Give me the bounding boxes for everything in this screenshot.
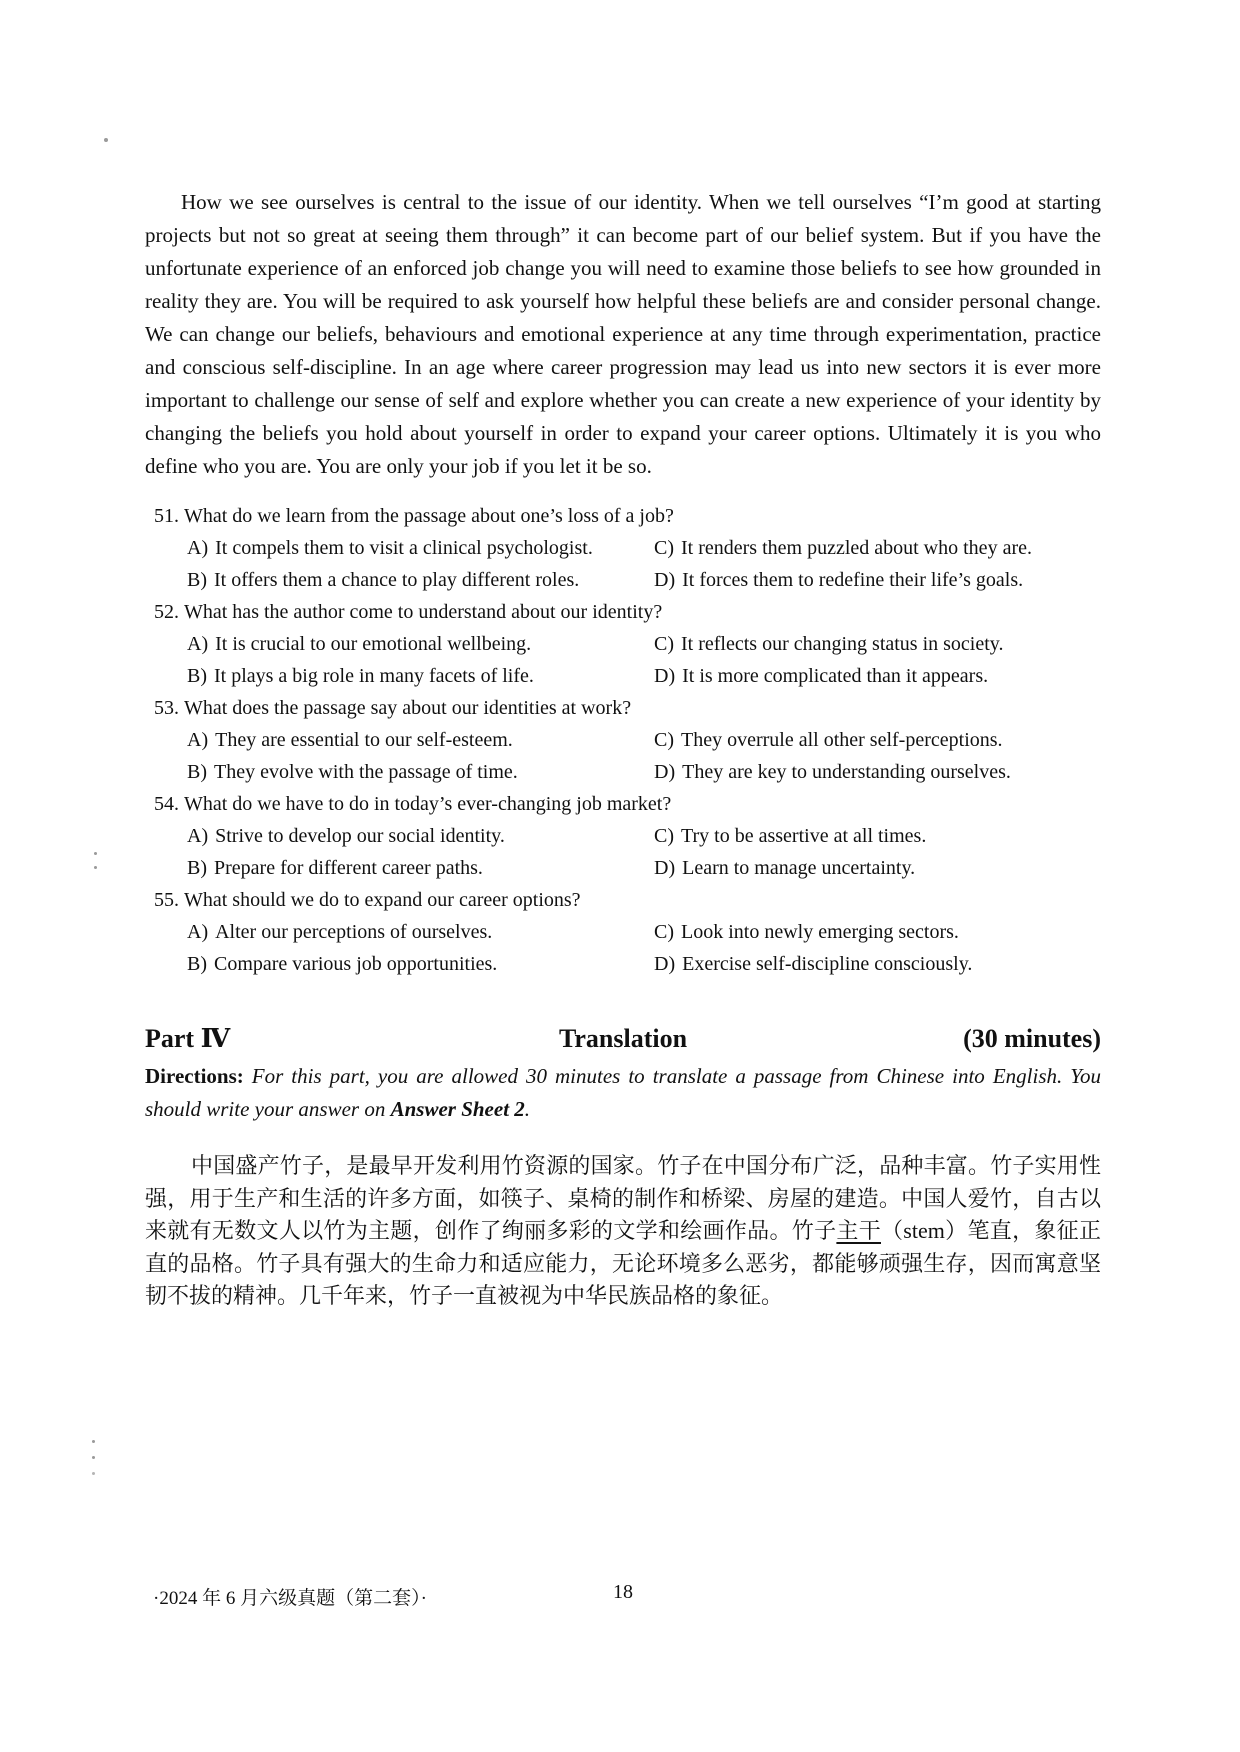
option-label: B) bbox=[187, 857, 207, 879]
page-footer bbox=[145, 1583, 1101, 1613]
option-label: A) bbox=[187, 537, 209, 559]
question-options bbox=[145, 532, 1101, 596]
directions bbox=[145, 1060, 1101, 1126]
option-a bbox=[187, 628, 654, 660]
directions-period: . bbox=[524, 1097, 531, 1121]
option-a bbox=[187, 532, 654, 564]
question-52 bbox=[145, 596, 1101, 692]
option-a bbox=[187, 724, 654, 756]
question-stem bbox=[145, 692, 1101, 724]
question-stem bbox=[145, 884, 1101, 916]
option-label: D) bbox=[654, 569, 676, 591]
option-label: B) bbox=[187, 761, 207, 783]
option-b bbox=[187, 756, 654, 788]
directions-label: Directions: bbox=[145, 1064, 244, 1088]
option-label: A) bbox=[187, 921, 209, 943]
question-stem bbox=[145, 500, 1101, 532]
question-options bbox=[145, 628, 1101, 692]
option-d bbox=[654, 948, 1101, 980]
section-duration: (30 minutes) bbox=[963, 1024, 1101, 1053]
option-label: C) bbox=[654, 537, 674, 559]
option-text: It compels them to visit a clinical psychologist. bbox=[215, 537, 593, 559]
option-text: It renders them puzzled about who they are. bbox=[681, 537, 1032, 559]
question-stem bbox=[145, 596, 1101, 628]
question-number: 53. bbox=[154, 697, 179, 719]
option-text: It plays a big role in many facets of life. bbox=[214, 665, 534, 687]
directions-text: For this part, you are allowed 30 minutes to translate a passage from Chinese into English. You should write your answer on bbox=[145, 1064, 1102, 1121]
option-d bbox=[654, 564, 1101, 596]
option-text: Alter our perceptions of ourselves. bbox=[215, 921, 493, 943]
option-label: C) bbox=[654, 921, 674, 943]
scan-artifact-dot bbox=[104, 138, 108, 142]
option-c bbox=[654, 916, 1101, 948]
option-text: They evolve with the passage of time. bbox=[214, 761, 518, 783]
question-text: What does the passage say about our identities at work? bbox=[184, 697, 632, 719]
option-b bbox=[187, 948, 654, 980]
question-stem bbox=[145, 788, 1101, 820]
reading-passage: How we see ourselves is central to the issue of our identity. When we tell ourselves “I’m good at starting projects but not so great at seeing them through” it can become part of our belief system. But if you have the unfortunate experience of an enforced job change you will need to examine those beliefs to see how grounded in reality they are. You will be required to ask yourself how helpful these beliefs are and consider personal change. We can change our beliefs, behaviours and emotional experience at any time through experimentation, practice and conscious self-discipline. In an age where career progression may lead us into new sectors it is ever more important to challenge our sense of self and explore whether you can create a new experience of your identity by changing the beliefs you hold about yourself in order to expand your career options. Ultimately it is you who define who you are. You are only your job if you let it be so. bbox=[145, 190, 1101, 478]
option-text: They are key to understanding ourselves. bbox=[682, 761, 1011, 783]
option-label: A) bbox=[187, 633, 209, 655]
option-c bbox=[654, 532, 1101, 564]
translation-text-intro: 中国盛产竹子，是最早开发利用竹资源的国家。竹子在中国分布广泛，品种丰富。竹子实用性强，用于生产和生活的许多方面，如筷子、桌椅的制作和桥梁、房屋的建造。中国人爱竹，自古以来就有无数文人以竹为主题，创作了绚丽多彩的文学和绘画作品。竹子 bbox=[145, 1153, 1101, 1243]
option-b bbox=[187, 564, 654, 596]
option-c bbox=[654, 820, 1101, 852]
option-a bbox=[187, 916, 654, 948]
option-d bbox=[654, 756, 1101, 788]
question-options bbox=[145, 820, 1101, 884]
option-label: C) bbox=[654, 825, 674, 847]
section-title: Translation bbox=[558, 1024, 688, 1053]
option-label: D) bbox=[654, 665, 676, 687]
option-text: They overrule all other self-perceptions. bbox=[681, 729, 1003, 751]
scan-artifact-dot bbox=[94, 852, 97, 855]
option-b bbox=[187, 660, 654, 692]
option-label: B) bbox=[187, 665, 207, 687]
option-c bbox=[654, 628, 1101, 660]
option-text: It is crucial to our emotional wellbeing. bbox=[215, 633, 532, 655]
option-text: Look into newly emerging sectors. bbox=[681, 921, 959, 943]
part4-section bbox=[145, 1022, 1101, 1313]
option-label: A) bbox=[187, 825, 209, 847]
option-text: Try to be assertive at all times. bbox=[681, 825, 927, 847]
translation-text-rest: （stem）笔直，象征正直的品格。竹子具有强大的生命力和适应能力，无论环境多么恶劣，都能够顽强生存，因而寓意坚韧不拔的精神。几千年来，竹子一直被视为中华民族品格的象征。 bbox=[145, 1218, 1101, 1308]
option-b bbox=[187, 852, 654, 884]
question-number: 52. bbox=[154, 601, 179, 623]
question-options bbox=[145, 724, 1101, 788]
option-c bbox=[654, 724, 1101, 756]
option-label: B) bbox=[187, 569, 207, 591]
question-number: 55. bbox=[154, 889, 179, 911]
part4-header bbox=[145, 1022, 1101, 1056]
page-number: 18 bbox=[613, 1581, 633, 1603]
option-label: D) bbox=[654, 857, 676, 879]
option-text: It reflects our changing status in society. bbox=[681, 633, 1004, 655]
option-text: Exercise self-discipline consciously. bbox=[682, 953, 973, 975]
scan-artifact-dot bbox=[92, 1440, 95, 1443]
option-text: It forces them to redefine their life’s goals. bbox=[682, 569, 1024, 591]
option-d bbox=[654, 660, 1101, 692]
option-text: Strive to develop our social identity. bbox=[215, 825, 505, 847]
question-text: What do we learn from the passage about one’s loss of a job? bbox=[184, 505, 674, 527]
translation-underlined-term: 主干 bbox=[836, 1218, 881, 1243]
option-a bbox=[187, 820, 654, 852]
question-text: What has the author come to understand about our identity? bbox=[184, 601, 663, 623]
option-label: C) bbox=[654, 633, 674, 655]
option-label: D) bbox=[654, 761, 676, 783]
part-label: Part Ⅳ bbox=[145, 1024, 231, 1053]
question-53 bbox=[145, 692, 1101, 788]
question-number: 51. bbox=[154, 505, 179, 527]
question-number: 54. bbox=[154, 793, 179, 815]
option-text: They are essential to our self-esteem. bbox=[215, 729, 513, 751]
answer-sheet-reference: Answer Sheet 2 bbox=[390, 1097, 525, 1121]
option-text: Prepare for different career paths. bbox=[214, 857, 483, 879]
question-51 bbox=[145, 500, 1101, 596]
option-label: D) bbox=[654, 953, 676, 975]
question-54 bbox=[145, 788, 1101, 884]
option-text: It is more complicated than it appears. bbox=[682, 665, 989, 687]
option-label: A) bbox=[187, 729, 209, 751]
question-55 bbox=[145, 884, 1101, 980]
question-text: What should we do to expand our career options? bbox=[184, 889, 581, 911]
option-text: It offers them a chance to play different roles. bbox=[214, 569, 580, 591]
option-text: Learn to manage uncertainty. bbox=[682, 857, 916, 879]
option-text: Compare various job opportunities. bbox=[214, 953, 498, 975]
option-d bbox=[654, 852, 1101, 884]
question-text: What do we have to do in today’s ever-changing job market? bbox=[184, 793, 672, 815]
translation-passage bbox=[145, 1150, 1101, 1313]
option-label: B) bbox=[187, 953, 207, 975]
option-label: C) bbox=[654, 729, 674, 751]
question-options bbox=[145, 916, 1101, 980]
footer-source-label: ·2024 年 6 月六级真题（第二套）· bbox=[153, 1588, 427, 1609]
question-list bbox=[145, 500, 1101, 980]
